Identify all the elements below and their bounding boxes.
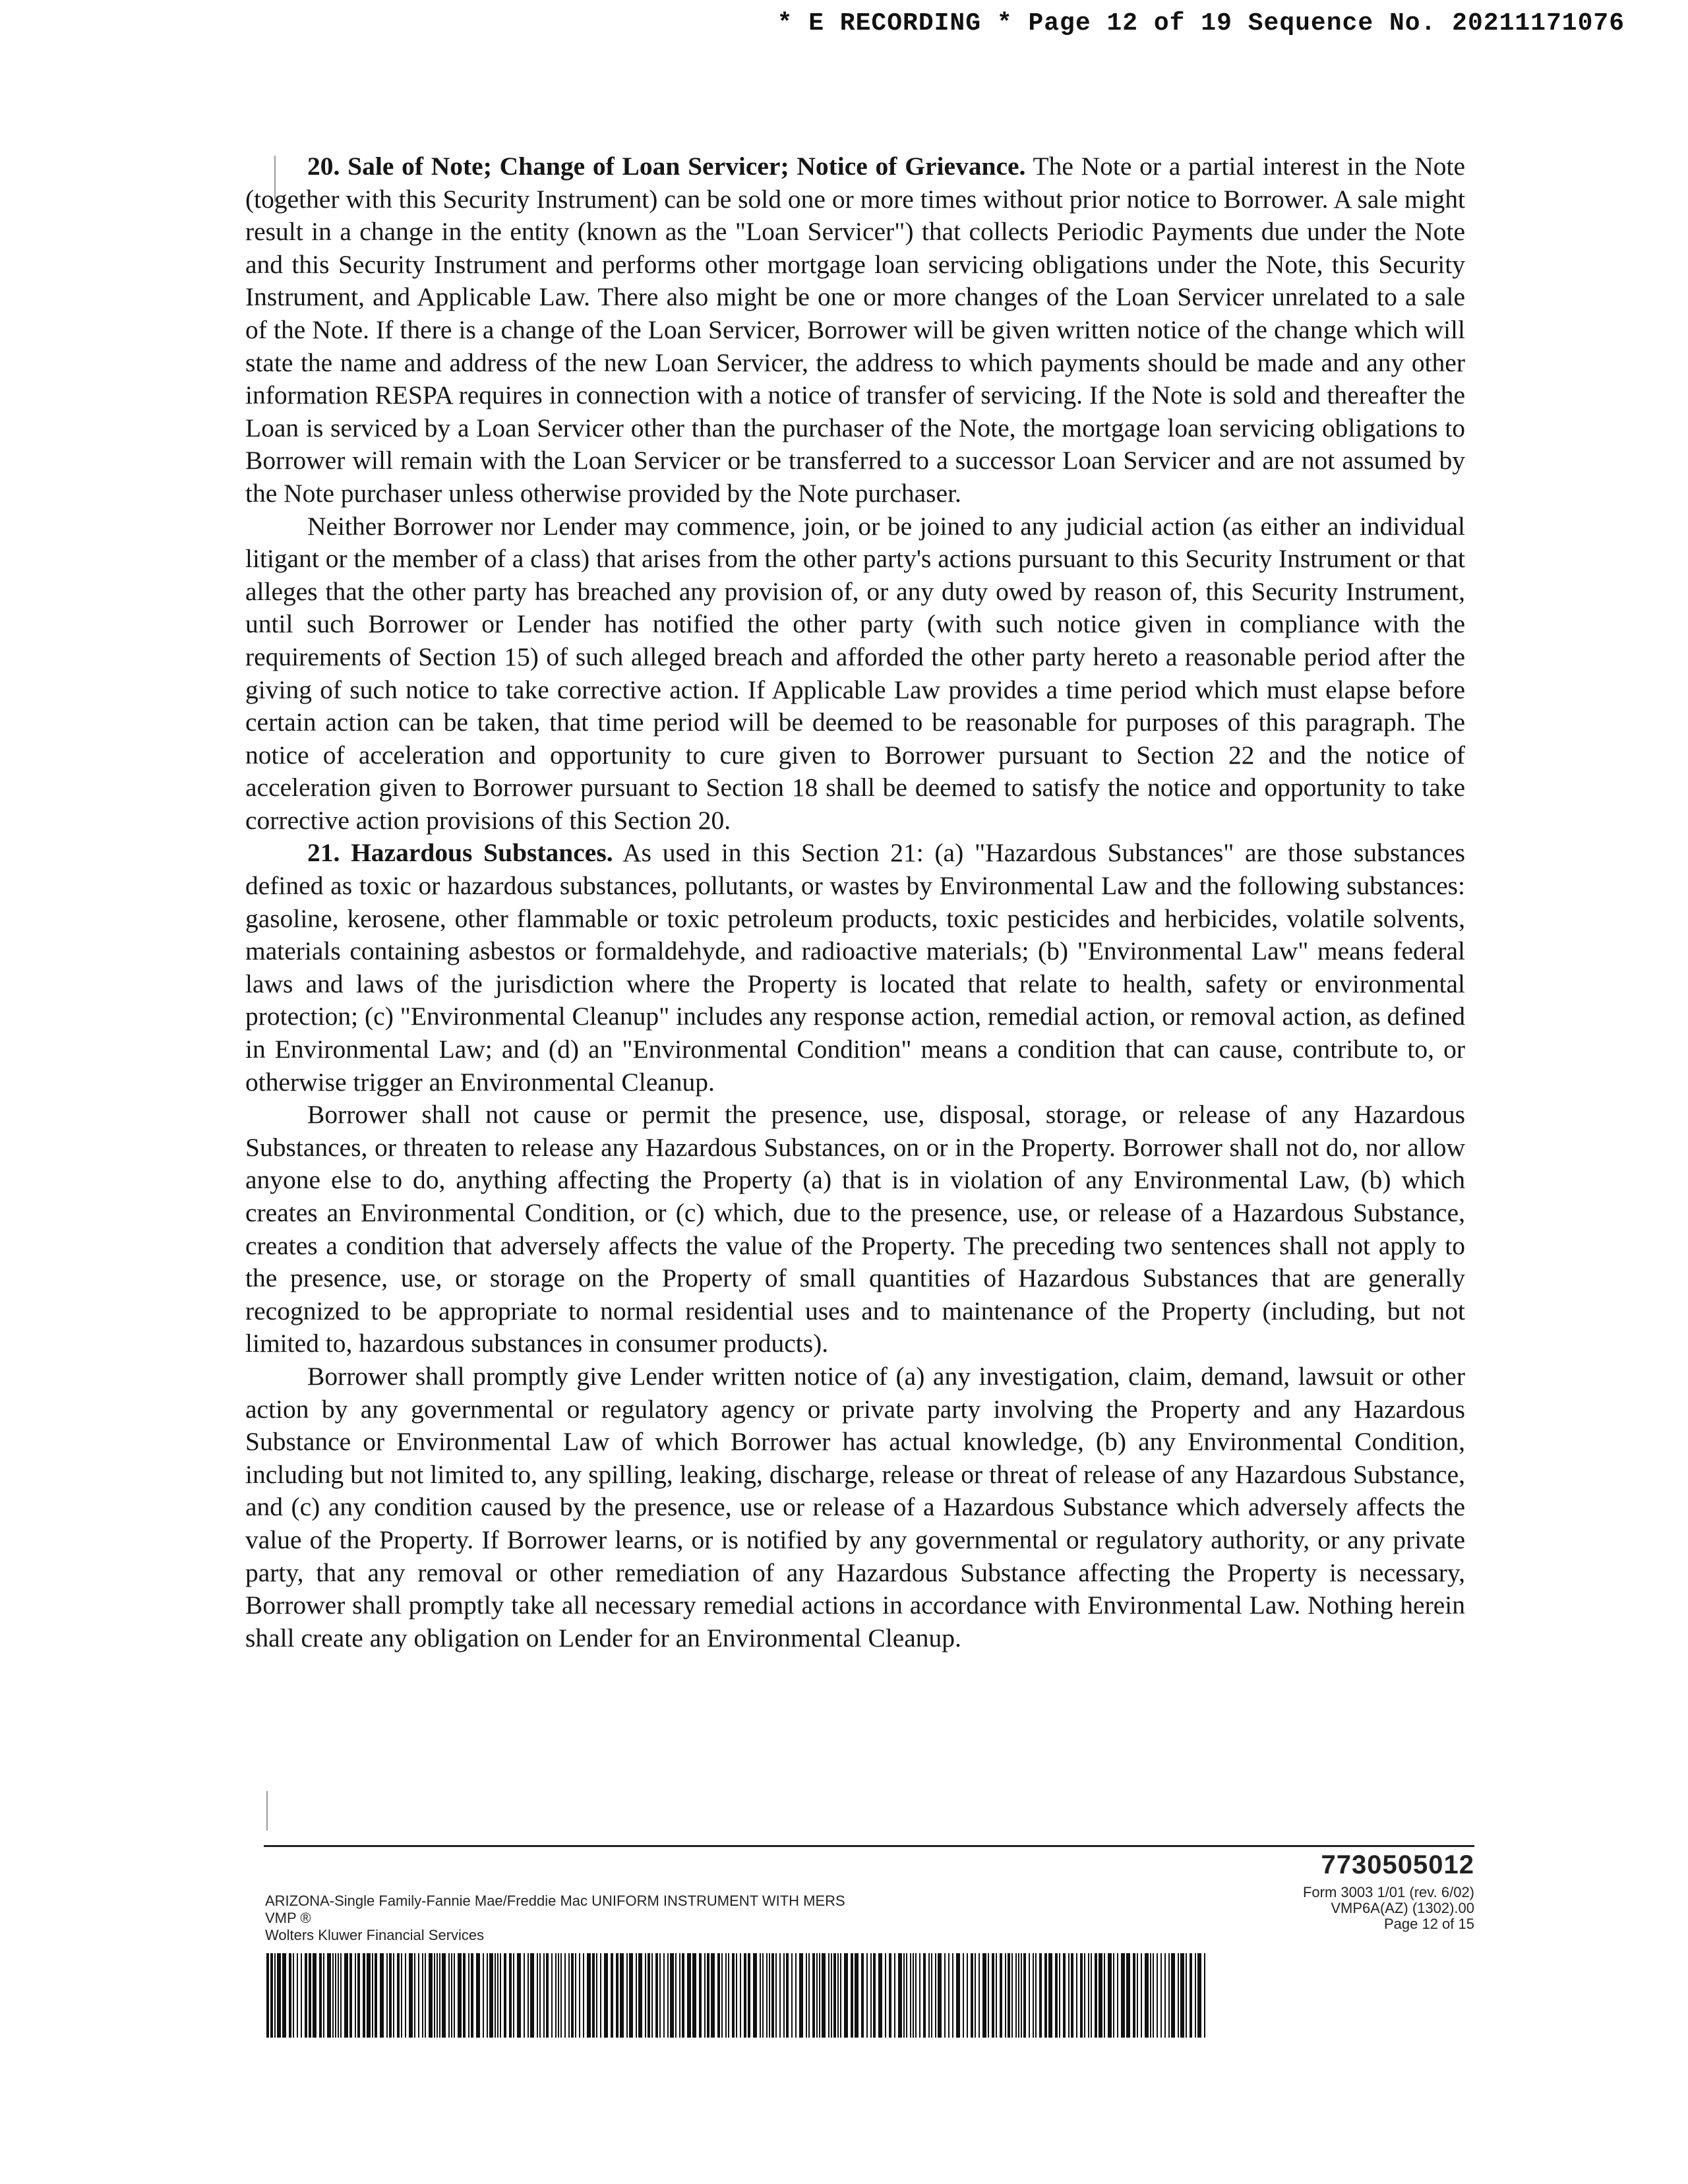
barcode-bar xyxy=(1141,1953,1142,2038)
barcode-bar xyxy=(468,1953,469,2038)
barcode-bar xyxy=(604,1953,608,2038)
form-number: Form 3003 1/01 (rev. 6/02) xyxy=(1302,1884,1474,1900)
barcode-bar xyxy=(497,1953,498,2038)
barcode-bar xyxy=(270,1953,273,2038)
barcode-graphic xyxy=(265,1953,1208,2038)
barcode-bar xyxy=(539,1953,541,2038)
barcode-bar xyxy=(851,1953,853,2038)
barcode-bar xyxy=(422,1953,423,2038)
barcode-bar xyxy=(575,1953,576,2038)
barcode-bar xyxy=(979,1953,980,2038)
barcode-bar xyxy=(397,1953,400,2038)
barcode-bar xyxy=(1171,1953,1175,2038)
barcode-bar xyxy=(513,1953,514,2038)
barcode-bar xyxy=(740,1953,741,2038)
barcode-bar xyxy=(1150,1953,1151,2038)
barcode-bar xyxy=(558,1953,559,2038)
barcode-bar xyxy=(861,1953,864,2038)
barcode-bar xyxy=(992,1953,994,2038)
barcode-bar xyxy=(1190,1953,1192,2038)
barcode-bar xyxy=(1133,1953,1135,2038)
barcode-bar xyxy=(323,1953,324,2038)
barcode-bar xyxy=(1104,1953,1105,2038)
barcode-bar xyxy=(282,1953,286,2038)
barcode-bar xyxy=(903,1953,905,2038)
barcode-bar xyxy=(707,1953,709,2038)
barcode-bar xyxy=(583,1953,584,2038)
barcode-bar xyxy=(487,1953,488,2038)
barcode-bar xyxy=(1195,1953,1196,2038)
barcode-bar xyxy=(401,1953,402,2038)
barcode-bar xyxy=(769,1953,770,2038)
barcode-bar xyxy=(363,1953,365,2038)
barcode-bar xyxy=(571,1953,574,2038)
section-21-paragraph-1 xyxy=(245,837,1465,1099)
form-description xyxy=(265,1893,845,1944)
barcode-bar xyxy=(528,1953,529,2038)
barcode-bar xyxy=(495,1953,496,2038)
section-20-paragraph-2: Neither Borrower nor Lender may commence, join, or be joined to any judicial action (as either an individual litigant or the member of a class) that arises from the other party's actions pursuant to this Security Instrument or that alleges that the other party has breached any provision of, or any duty owed by reason of, this Security Instrument, until such Borrower or Lender has notified the other party (with such notice given in compliance with the requirements of Section 15) of such alleged breach and afforded the other party hereto a reasonable period after the giving of such notice to take corrective action. If Applicable Law provides a time period which must elapse before certain action can be taken, that time period will be deemed to be reasonable for purposes of this paragraph. The notice of acceleration and opportunity to cure given to Borrower pursuant to Section 22 and the notice of acceleration given to Borrower pursuant to Section 18 shall be deemed to satisfy the notice and opportunity to take corrective action provisions of this Section 20. xyxy=(245,511,1465,835)
barcode-bar xyxy=(1023,1953,1026,2038)
barcode-bar xyxy=(952,1953,953,2038)
barcode-bar xyxy=(1011,1953,1013,2038)
barcode-bar xyxy=(596,1953,597,2038)
barcode-bar xyxy=(1180,1953,1184,2038)
barcode-bar xyxy=(682,1953,684,2038)
barcode-bar xyxy=(289,1953,291,2038)
barcode-bar xyxy=(996,1953,997,2038)
barcode-bar xyxy=(762,1953,764,2038)
barcode-bar xyxy=(760,1953,761,2038)
loan-number: 7730505012 xyxy=(1321,1850,1474,1879)
section-21-paragraph-2: Borrower shall not cause or permit the presence, use, disposal, storage, or release of any Hazardous Substances, or threaten to release any Hazardous Substances, on or in the Property. Borrower shall not do, nor allow anyone else to do, anything affecting the Property (a) that is in violation of any Environmental Law, (b) which creates an Environmental Condition, or (c) which, due to the presence, use, or release of a Hazardous Substance, creates a condition that adversely affects the value of the Property. The preceding two sentences shall not apply to the presence, use, or storage on the Property of small quantities of Hazardous Substances that are generally recognized to be appropriate to normal residential uses and to maintenance of the Property (including, but not limited to, hazardous substances in consumer products). xyxy=(245,1100,1465,1358)
barcode-bar xyxy=(1039,1953,1042,2038)
barcode-bar xyxy=(409,1953,413,2038)
barcode-bar xyxy=(564,1953,566,2038)
barcode-bar xyxy=(744,1953,746,2038)
barcode-bar xyxy=(309,1953,311,2038)
barcode-bar xyxy=(1137,1953,1138,2038)
section-20-text: The Note or a partial interest in the Note (together with this Security Instrument) can be sold one or more times without prior notice to Borrower. A sale might result in a change in the entity (known as the "Loan Servicer") that collects Periodic Payments due under the Note and this Security Instrument and performs other mortgage loan servicing obligations under the Note, this Security Instrument, and Applicable Law. There also might be one or more changes of the Loan Servicer unrelated to a sale of the Note. If there is a change of the Loan Servicer, Borrower will be given written notice of the change which will state the name and address of the new Loan Servicer, the address to which payments should be made and any other information RESPA requires in connection with a notice of transfer of servicing. If the Note is sold and thereafter the Loan is serviced by a Loan Servicer other than the purchaser of the Note, the mortgage loan servicing obligations to Borrower will remain with the Loan Servicer or be transferred to a successor Loan Servicer and are not assumed by the Note purchaser unless otherwise provided by the Note purchaser. xyxy=(245,152,1465,508)
barcode-bar xyxy=(1008,1953,1010,2038)
barcode-bar xyxy=(551,1953,553,2038)
barcode-bar xyxy=(293,1953,294,2038)
barcode-bar xyxy=(463,1953,466,2038)
barcode-bar xyxy=(1068,1953,1070,2038)
barcode-bar xyxy=(808,1953,810,2038)
section-21-text: As used in this Section 21: (a) "Hazardous Substances" are those substances defined as toxic or hazardous substances, pollutants, or wastes by Environmental Law and the following substances: gasoline, kerosene, other flammable or toxic petroleum products, toxic pesticides and herbicides, volatile solvents, materials containing asbestos or formaldehyde, and radioactive materials; (b) "Environmental Law" means federal laws and laws of the jurisdiction where the Property is located that relate to health, safety or environmental protection; (c) "Environmental Cleanup" includes any response action, remedial action, or removal action, as defined in Environmental Law; and (d) an "Environmental Condition" means a condition that can cause, contribute to, or otherwise trigger an Environmental Cleanup. xyxy=(245,838,1465,1097)
barcode-bar xyxy=(885,1953,886,2038)
barcode-bar xyxy=(753,1953,757,2038)
barcode-bar xyxy=(1035,1953,1037,2038)
barcode-bar xyxy=(476,1953,480,2038)
barcode-bar xyxy=(297,1953,298,2038)
barcode-bar xyxy=(483,1953,484,2038)
barcode-bar xyxy=(1108,1953,1112,2038)
barcode-bar xyxy=(704,1953,706,2038)
barcode-bar xyxy=(319,1953,322,2038)
barcode-bar xyxy=(357,1953,360,2038)
barcode-bar xyxy=(840,1953,841,2038)
barcode-bar xyxy=(1113,1953,1114,2038)
barcode-bar xyxy=(638,1953,642,2038)
barcode-bar xyxy=(434,1953,435,2038)
barcode-bar xyxy=(828,1953,829,2038)
barcode-bar xyxy=(963,1953,964,2038)
barcode-bar xyxy=(458,1953,462,2038)
barcode-bar xyxy=(1117,1953,1118,2038)
barcode-bar xyxy=(414,1953,415,2038)
barcode-bar xyxy=(944,1953,946,2038)
publisher-name: Wolters Kluwer Financial Services xyxy=(265,1927,485,1943)
barcode-bar xyxy=(783,1953,785,2038)
barcode-bar xyxy=(919,1953,920,2038)
barcode-bar xyxy=(636,1953,637,2038)
barcode-bar xyxy=(655,1953,658,2038)
barcode-bar xyxy=(855,1953,859,2038)
barcode-bar xyxy=(454,1953,455,2038)
barcode-bar xyxy=(393,1953,394,2038)
barcode-bar xyxy=(489,1953,493,2038)
barcode-bar xyxy=(1186,1953,1187,2038)
barcode-bar xyxy=(812,1953,815,2038)
barcode-bar xyxy=(1015,1953,1017,2038)
barcode-bar xyxy=(1204,1953,1205,2038)
barcode-bar xyxy=(775,1953,777,2038)
barcode-bar xyxy=(844,1953,848,2038)
barcode-bar xyxy=(429,1953,433,2038)
barcode-bar xyxy=(524,1953,525,2038)
barcode-bar xyxy=(335,1953,336,2038)
barcode-bar xyxy=(667,1953,669,2038)
barcode-bar xyxy=(687,1953,691,2038)
barcode-bar xyxy=(878,1953,882,2038)
barcode-bar xyxy=(1076,1953,1077,2038)
barcode-bar xyxy=(543,1953,545,2038)
barcode-bar xyxy=(349,1953,352,2038)
barcode-bar xyxy=(822,1953,826,2038)
barcode-bar xyxy=(405,1953,406,2038)
form-title: ARIZONA-Single Family-Fannie Mae/Freddie Mac UNIFORM INSTRUMENT WITH MERS xyxy=(265,1893,845,1909)
barcode-bar xyxy=(931,1953,932,2038)
barcode-bar xyxy=(692,1953,696,2038)
barcode-bar xyxy=(530,1953,534,2038)
barcode-bar xyxy=(967,1953,968,2038)
barcode-bar xyxy=(620,1953,624,2038)
barcode-bar xyxy=(629,1953,633,2038)
barcode-bar xyxy=(1178,1953,1179,2038)
barcode-bar xyxy=(1126,1953,1130,2038)
barcode-bar xyxy=(372,1953,373,2038)
barcode-bar xyxy=(425,1953,426,2038)
barcode-bar xyxy=(338,1953,339,2038)
barcode-bar xyxy=(663,1953,665,2038)
barcode-bar xyxy=(611,1953,613,2038)
barcode-bar xyxy=(975,1953,976,2038)
barcode-bar xyxy=(948,1953,950,2038)
barcode-bar xyxy=(555,1953,557,2038)
barcode-bar xyxy=(923,1953,926,2038)
barcode-bar xyxy=(448,1953,450,2038)
barcode-bar xyxy=(1088,1953,1089,2038)
barcode-bar xyxy=(717,1953,720,2038)
vmp-code: VMP6A(AZ) (1302).00 xyxy=(1331,1900,1474,1916)
barcode-bar xyxy=(560,1953,562,2038)
barcode-bar xyxy=(437,1953,438,2038)
barcode-bar xyxy=(1044,1953,1047,2038)
barcode-bar xyxy=(816,1953,818,2038)
barcode-bar xyxy=(1197,1953,1201,2038)
barcode-bar xyxy=(866,1953,868,2038)
barcode-bar xyxy=(766,1953,768,2038)
barcode-bar xyxy=(1018,1953,1019,2038)
barcode-bar xyxy=(956,1953,960,2038)
barcode-bar xyxy=(779,1953,781,2038)
barcode-bar xyxy=(982,1953,986,2038)
barcode-bar xyxy=(675,1953,677,2038)
barcode-bar xyxy=(771,1953,774,2038)
margin-mark xyxy=(266,1791,268,1831)
barcode-bar xyxy=(679,1953,680,2038)
barcode-bar xyxy=(935,1953,936,2038)
barcode-bar xyxy=(355,1953,356,2038)
barcode-bar xyxy=(616,1953,618,2038)
barcode-bar xyxy=(786,1953,789,2038)
barcode-bar xyxy=(791,1953,793,2038)
page-label: Page 12 of 15 xyxy=(1383,1916,1474,1932)
barcode-bar xyxy=(1084,1953,1085,2038)
barcode-bar xyxy=(748,1953,750,2038)
barcode-bar xyxy=(728,1953,729,2038)
barcode-bar xyxy=(711,1953,715,2038)
barcode-bar xyxy=(1048,1953,1052,2038)
barcode-bar xyxy=(1153,1953,1154,2038)
section-20-heading: 20. Sale of Note; Change of Loan Servicer; Notice of Grievance. xyxy=(307,152,1026,181)
barcode-bar xyxy=(732,1953,735,2038)
barcode-bar xyxy=(870,1953,872,2038)
barcode-bar xyxy=(587,1953,591,2038)
barcode-bar xyxy=(579,1953,580,2038)
barcode-bar xyxy=(648,1953,650,2038)
barcode xyxy=(265,1953,1208,2038)
barcode-bar xyxy=(1000,1953,1002,2038)
barcode-bar xyxy=(819,1953,820,2038)
barcode-bar xyxy=(500,1953,501,2038)
barcode-bar xyxy=(301,1953,302,2038)
barcode-bar xyxy=(1005,1953,1006,2038)
barcode-bar xyxy=(439,1953,440,2038)
barcode-bar xyxy=(313,1953,316,2038)
barcode-bar xyxy=(1168,1953,1170,2038)
barcode-bar xyxy=(1160,1953,1162,2038)
document-body xyxy=(245,150,1465,1654)
barcode-bar xyxy=(699,1953,702,2038)
barcode-bar xyxy=(274,1953,276,2038)
barcode-bar xyxy=(913,1953,914,2038)
footer-divider xyxy=(264,1845,1474,1847)
barcode-bar xyxy=(1071,1953,1073,2038)
barcode-bar xyxy=(1091,1953,1092,2038)
barcode-bar xyxy=(305,1953,307,2038)
barcode-bar xyxy=(340,1953,342,2038)
barcode-bar xyxy=(375,1953,377,2038)
barcode-bar xyxy=(988,1953,989,2038)
barcode-bar xyxy=(795,1953,797,2038)
barcode-bar xyxy=(592,1953,595,2038)
barcode-bar xyxy=(546,1953,549,2038)
barcode-bar xyxy=(725,1953,727,2038)
recording-header: * E RECORDING * Page 12 of 19 Sequence No. 20211171076 xyxy=(777,9,1625,38)
barcode-bar xyxy=(1080,1953,1083,2038)
barcode-bar xyxy=(367,1953,371,2038)
barcode-bar xyxy=(721,1953,723,2038)
form-identifiers xyxy=(1303,1885,1474,1932)
barcode-bar xyxy=(471,1953,473,2038)
barcode-bar xyxy=(332,1953,334,2038)
barcode-bar xyxy=(1164,1953,1166,2038)
barcode-bar xyxy=(659,1953,661,2038)
barcode-bar xyxy=(928,1953,930,2038)
barcode-bar xyxy=(736,1953,737,2038)
barcode-bar xyxy=(1021,1953,1022,2038)
barcode-bar xyxy=(971,1953,973,2038)
barcode-bar xyxy=(344,1953,348,2038)
barcode-bar xyxy=(915,1953,917,2038)
barcode-bar xyxy=(1055,1953,1058,2038)
barcode-bar xyxy=(831,1953,832,2038)
barcode-bar xyxy=(626,1953,628,2038)
barcode-bar xyxy=(380,1953,384,2038)
barcode-bar xyxy=(517,1953,521,2038)
barcode-bar xyxy=(277,1953,281,2038)
barcode-bar xyxy=(1157,1953,1158,2038)
barcode-bar xyxy=(1099,1953,1102,2038)
barcode-bar xyxy=(509,1953,512,2038)
barcode-bar xyxy=(266,1953,269,2038)
barcode-bar xyxy=(651,1953,653,2038)
barcode-bar xyxy=(670,1953,674,2038)
barcode-bar xyxy=(389,1953,392,2038)
barcode-bar xyxy=(910,1953,911,2038)
barcode-bar xyxy=(873,1953,876,2038)
barcode-bar xyxy=(938,1953,942,2038)
barcode-bar xyxy=(537,1953,538,2038)
barcode-bar xyxy=(568,1953,570,2038)
barcode-bar xyxy=(799,1953,803,2038)
section-21-heading: 21. Hazardous Substances. xyxy=(307,838,613,868)
barcode-bar xyxy=(806,1953,807,2038)
section-20-paragraph-1 xyxy=(245,150,1465,510)
barcode-bar xyxy=(906,1953,907,2038)
barcode-bar xyxy=(1145,1953,1149,2038)
barcode-bar xyxy=(386,1953,388,2038)
barcode-bar xyxy=(645,1953,646,2038)
barcode-bar xyxy=(898,1953,902,2038)
barcode-bar xyxy=(442,1953,446,2038)
barcode-bar xyxy=(1059,1953,1060,2038)
barcode-bar xyxy=(1033,1953,1034,2038)
barcode-bar xyxy=(837,1953,839,2038)
barcode-bar xyxy=(418,1953,419,2038)
barcode-bar xyxy=(327,1953,331,2038)
barcode-bar xyxy=(833,1953,836,2038)
barcode-bar xyxy=(1095,1953,1097,2038)
barcode-bar xyxy=(504,1953,506,2038)
barcode-bar xyxy=(1063,1953,1066,2038)
barcode-bar xyxy=(600,1953,601,2038)
barcode-bar xyxy=(451,1953,452,2038)
barcode-bar xyxy=(1029,1953,1030,2038)
section-21-paragraph-3: Borrower shall promptly give Lender written notice of (a) any investigation, claim, demand, lawsuit or other action by any governmental or regulatory agency or private party involving the Property and any Hazardous Substance or Environmental Law of which Borrower has actual knowledge, (b) any Environmental Condition, including but not limited to, any spilling, leaking, discharge, release or threat of release of any Hazardous Substance, and (c) any condition caused by the presence, use or release of a Hazardous Substance which adversely affects the value of the Property. If Borrower learns, or is notified by any governmental or regulatory authority, or any private party, that any removal or other remediation of any Hazardous Substance affecting the Property is necessary, Borrower shall promptly take all necessary remedial actions in accordance with Environmental Law. Nothing herein shall create any obligation on Lender for an Environmental Cleanup. xyxy=(245,1361,1465,1653)
barcode-bar xyxy=(889,1953,891,2038)
vmp-mark: VMP ® xyxy=(265,1910,311,1926)
barcode-bar xyxy=(894,1953,895,2038)
barcode-bar xyxy=(1121,1953,1125,2038)
